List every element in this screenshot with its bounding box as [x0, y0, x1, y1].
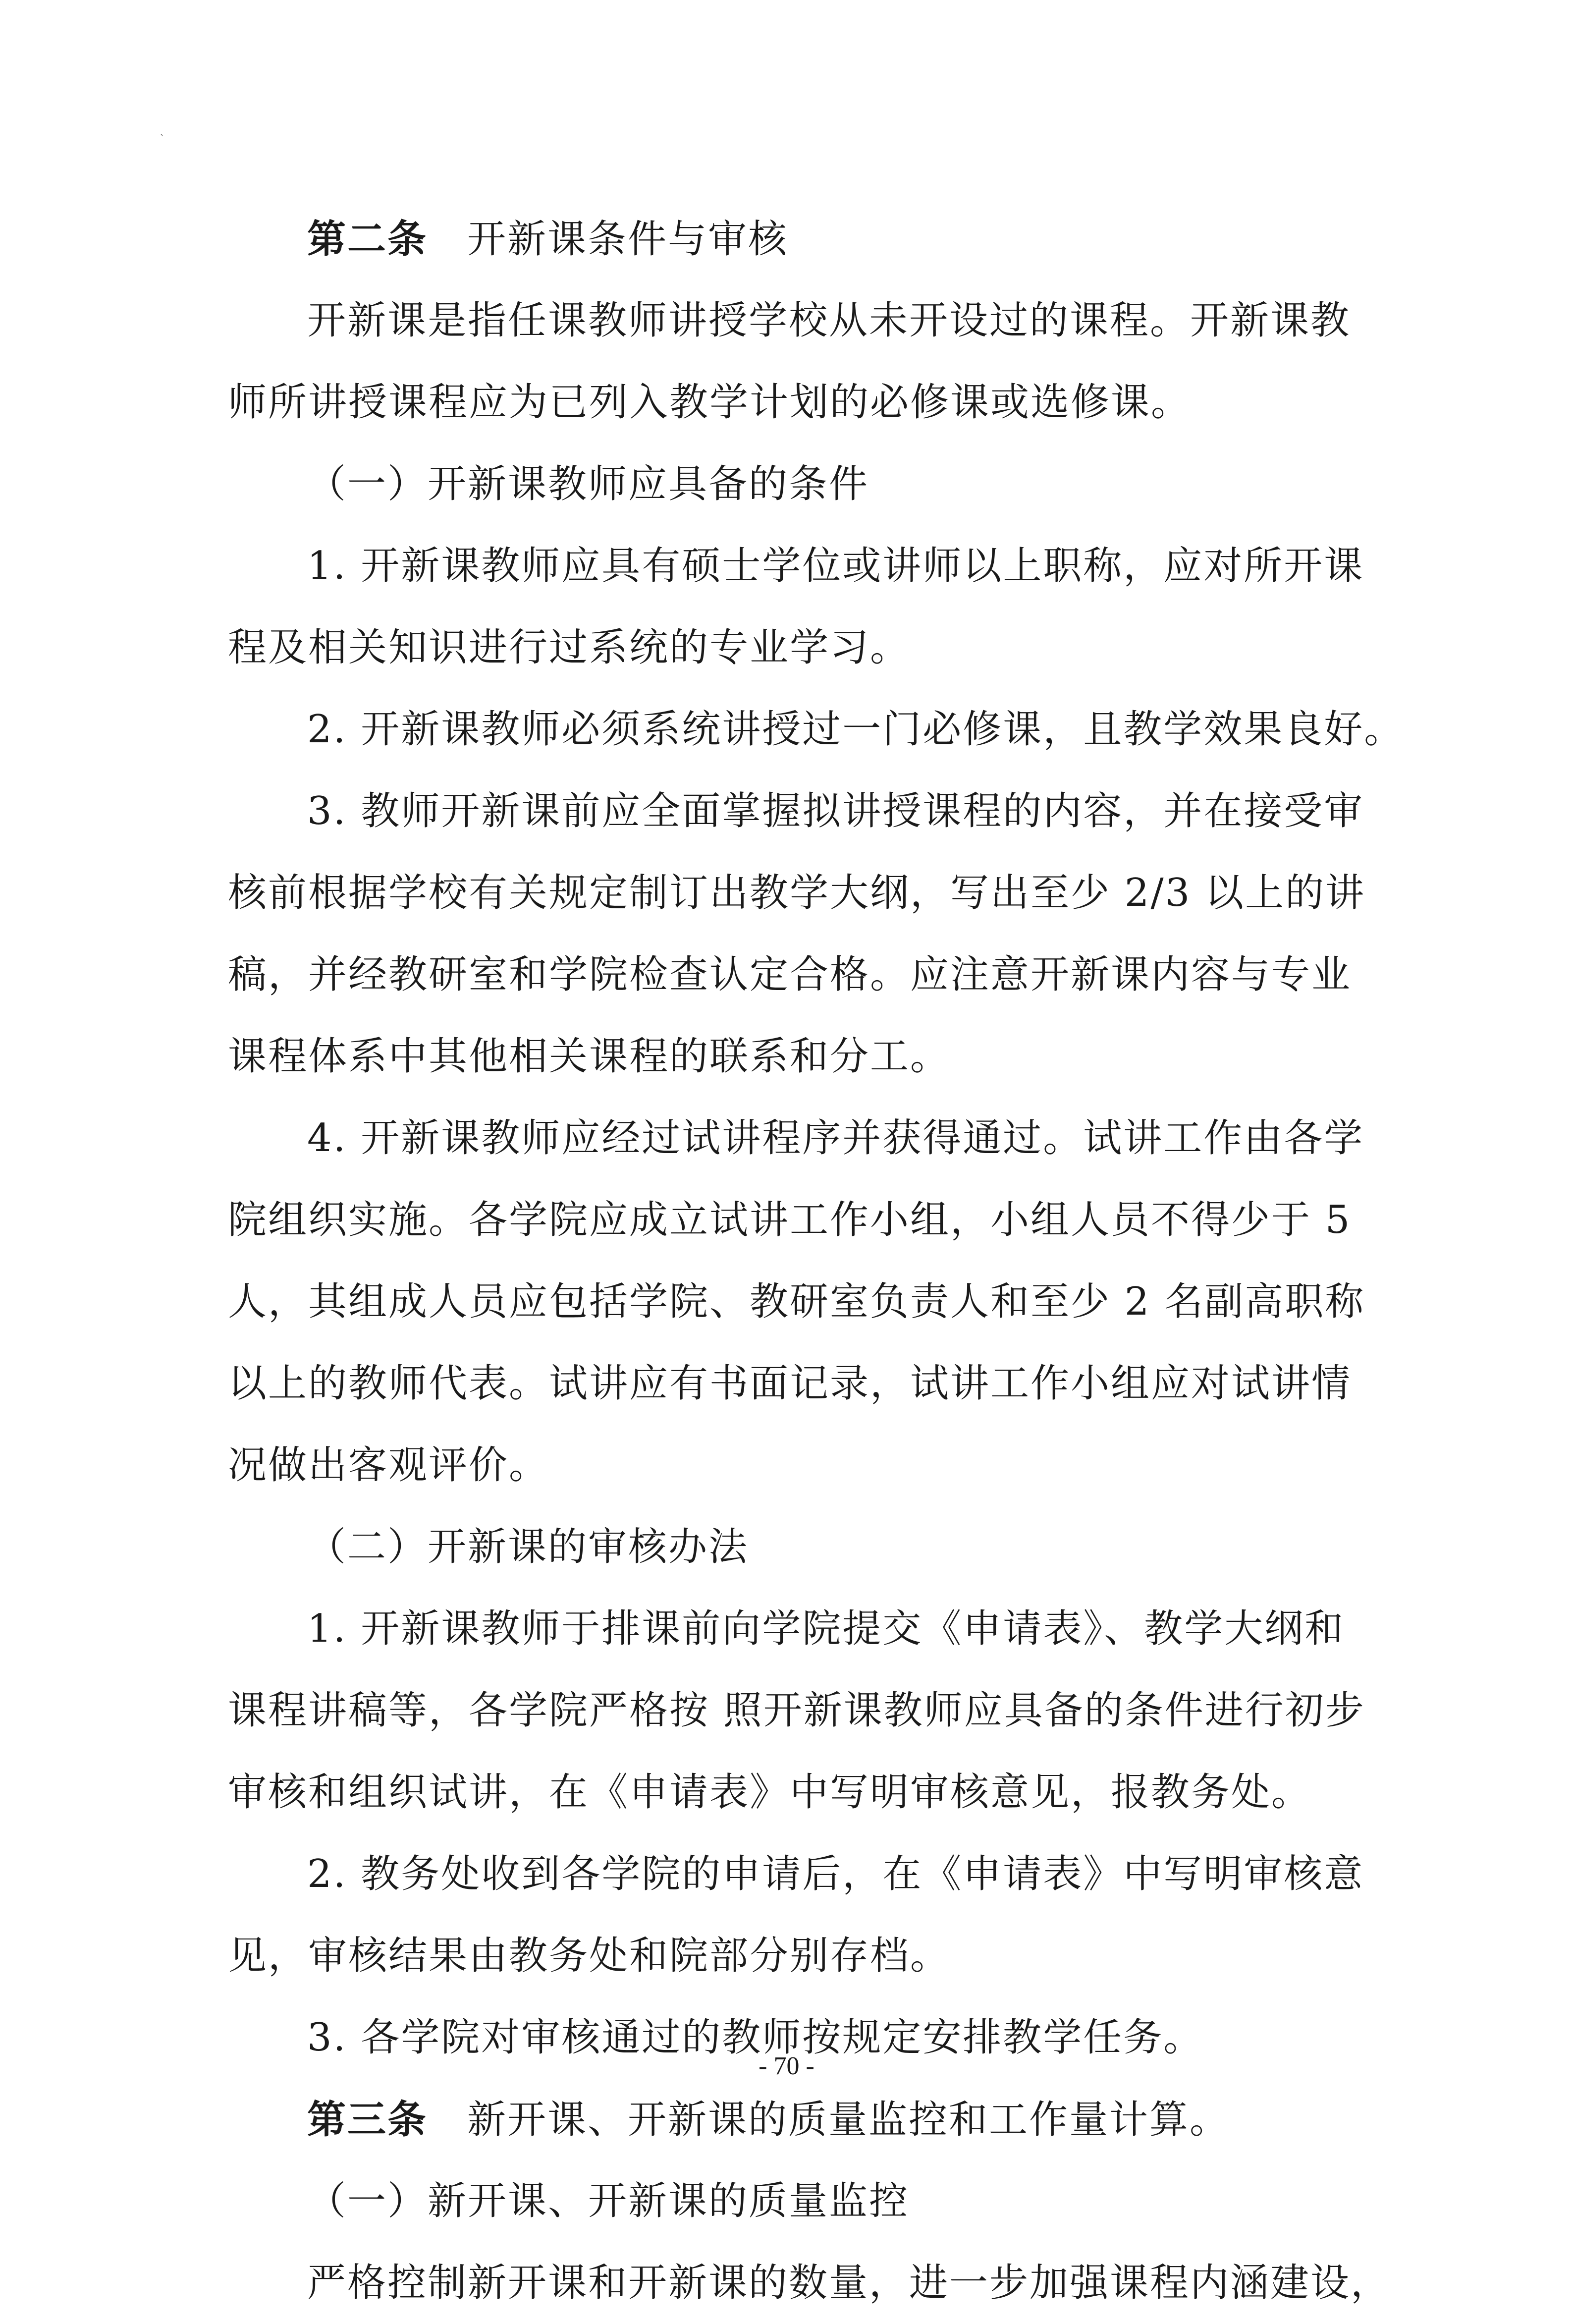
article-heading: [228, 2079, 1353, 2160]
line-text: 核前根据学校有关规定制订出教学大纲，写出至少 2/3 以上的讲: [228, 871, 1366, 915]
line-text: 4. 开新课教师应经过试讲程序并获得通过。试讲工作由各学: [307, 1116, 1364, 1161]
text-line: [228, 852, 1366, 934]
line-text: 程及相关知识进行过系统的专业学习。: [228, 625, 911, 670]
text-line: [228, 280, 1353, 362]
line-text: 课程讲稿等，各学院严格按 照开新课教师应具备的条件进行初步: [228, 1688, 1365, 1733]
line-text: 1. 开新课教师应具有硕士学位或讲师以上职称，应对所开课: [307, 544, 1364, 588]
text-line: [228, 1588, 1353, 1670]
article-label: 第三条: [307, 2097, 428, 2142]
line-text: 课程体系中其他相关课程的联系和分工。: [228, 1034, 951, 1079]
text-line: [228, 934, 1353, 1016]
text-line: [228, 1506, 1353, 1588]
scan-mark: `: [160, 133, 165, 147]
line-text: 以上的教师代表。试讲应有书面记录，试讲工作小组应对试讲情: [228, 1361, 1352, 1406]
text-line: [228, 1261, 1365, 1343]
line-text: 3. 教师开新课前应全面掌握拟讲授课程的内容，并在接受审: [307, 789, 1364, 833]
text-line: [228, 1179, 1353, 1261]
text-line: [228, 1670, 1365, 1752]
text-line: [228, 1752, 1353, 1833]
page-number: - 70 -: [759, 2052, 814, 2080]
text-line: [228, 1425, 1353, 1506]
text-line: [228, 2242, 1391, 2324]
article-heading: [228, 198, 1353, 280]
text-line: [228, 771, 1364, 852]
text-line: [228, 362, 1353, 443]
line-text: 人，其组成人员应包括学院、教研室负责人和至少 2 名副高职称: [228, 1279, 1365, 1324]
text-line: [228, 1915, 1353, 1997]
line-text: 严格控制新开课和开新课的数量，进一步加强课程内涵建设，: [307, 2261, 1391, 2305]
text-line: [228, 443, 1353, 525]
line-text: 1. 开新课教师于排课前向学院提交《申请表》、教学大纲和: [307, 1606, 1345, 1651]
article-label: 第二条: [307, 217, 428, 262]
text-line: [228, 607, 1353, 689]
text-line: [228, 525, 1364, 607]
line-text: 院组织实施。各学院应成立试讲工作小组，小组人员不得少于 5: [228, 1198, 1352, 1242]
line-text: 2. 教务处收到各学院的申请后，在《申请表》中写明审核意: [307, 1852, 1364, 1896]
text-line: [228, 1833, 1364, 1915]
line-text: 新开课、开新课的质量监控和工作量计算。: [467, 2098, 1230, 2142]
line-text: 开新课是指任课教师讲授学校从未开设过的课程。开新课教: [307, 298, 1351, 343]
line-text: 审核和组织试讲，在《申请表》中写明审核意见，报教务处。: [228, 1770, 1312, 1815]
text-line: [228, 689, 1405, 771]
document-body: [228, 198, 1405, 2324]
line-text: （一）新开课、开新课的质量监控: [307, 2179, 910, 2223]
line-text: 师所讲授课程应为已列入教学计划的必修课或选修课。: [228, 380, 1192, 425]
line-text: （一）开新课教师应具备的条件: [307, 462, 869, 506]
text-line: [228, 1016, 1353, 1098]
text-line: [228, 1343, 1353, 1425]
line-text: 开新课条件与审核: [467, 217, 789, 262]
line-text: （二）开新课的审核办法: [307, 1525, 749, 1569]
line-text: 3. 各学院对审核通过的教师按规定安排教学任务。: [307, 2015, 1204, 2060]
text-line: [228, 2160, 1353, 2242]
line-text: 2. 开新课教师必须系统讲授过一门必修课，且教学效果良好。: [307, 707, 1405, 752]
text-line: [228, 1098, 1364, 1179]
line-text: 见，审核结果由教务处和院部分别存档。: [228, 1934, 951, 1978]
line-text: 稿，并经教研室和学院检查认定合格。应注意开新课内容与专业: [228, 952, 1352, 997]
line-text: 况做出客观评价。: [228, 1443, 549, 1488]
